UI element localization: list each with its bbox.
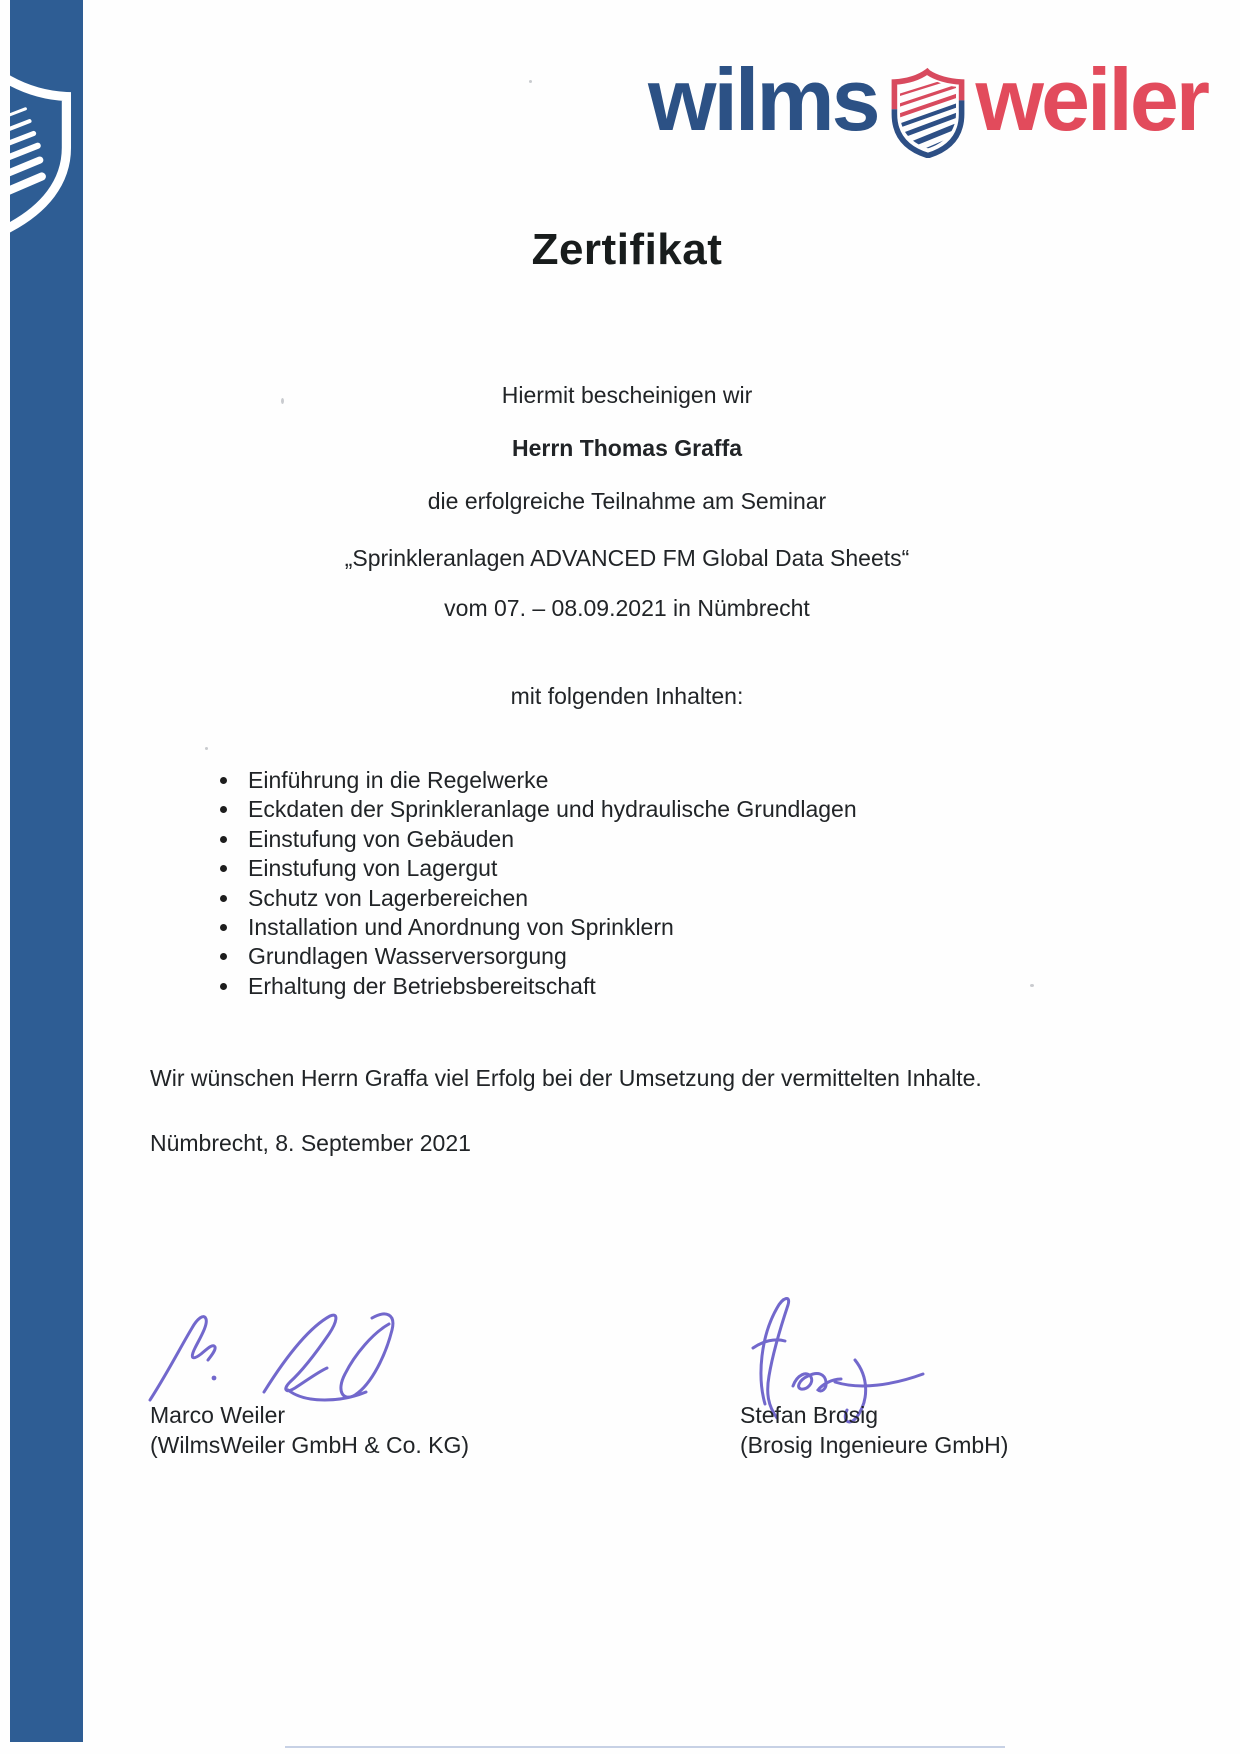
list-item: Eckdaten der Sprinkleranlage und hydraulische Grundlagen xyxy=(218,795,857,824)
bottom-divider xyxy=(285,1746,1005,1748)
recipient-name: Herrn Thomas Graffa xyxy=(511,435,743,461)
list-item: Einführung in die Regelwerke xyxy=(218,766,857,795)
list-item: Einstufung von Gebäuden xyxy=(218,825,857,854)
company-logo xyxy=(648,52,1207,158)
scan-artifact xyxy=(205,747,208,750)
closing-line: Wir wünschen Herrn Graffa viel Erfolg bei der Umsetzung der vermittelten Inhalte. xyxy=(150,1065,982,1091)
list-item: Installation und Anordnung von Sprinklern xyxy=(218,913,857,942)
signatory-name: Marco Weiler xyxy=(150,1402,286,1428)
scan-artifact xyxy=(281,398,284,404)
logo-text-wilms: wilms xyxy=(648,50,878,149)
intro-line: Hiermit bescheinigen wir xyxy=(501,382,753,408)
place-date-line: Nümbrecht, 8. September 2021 xyxy=(150,1130,471,1156)
list-item: Schutz von Lagerbereichen xyxy=(218,884,857,913)
seminar-title: „Sprinkleranlagen ADVANCED FM Global Data Sheets“ xyxy=(344,545,910,571)
scan-artifact xyxy=(1030,984,1034,987)
seminar-date: vom 07. – 08.09.2021 in Nümbrecht xyxy=(444,595,810,621)
scan-artifact xyxy=(529,80,532,83)
signatory-company: (Brosig Ingenieure GmbH) xyxy=(740,1432,1009,1458)
seminar-contents-list xyxy=(218,766,857,1001)
participation-line: die erfolgreiche Teilnahme am Seminar xyxy=(427,488,827,514)
sidebar-accent-bar xyxy=(10,0,83,1742)
signatory-right xyxy=(740,1400,1008,1460)
signatory-name: Stefan Brosig xyxy=(740,1402,879,1428)
signatory-left xyxy=(150,1400,469,1460)
logo-text-weiler: weiler xyxy=(975,50,1208,149)
signature-marco-weiler xyxy=(146,1308,416,1408)
shield-logo-icon xyxy=(888,66,968,158)
shield-watermark-icon xyxy=(10,74,83,238)
list-item: Erhaltung der Betriebsbereitschaft xyxy=(218,972,857,1001)
contents-heading: mit folgenden Inhalten: xyxy=(510,683,744,709)
list-item: Grundlagen Wasserversorgung xyxy=(218,942,857,971)
list-item: Einstufung von Lagergut xyxy=(218,854,857,883)
signatory-company: (WilmsWeiler GmbH & Co. KG) xyxy=(150,1432,470,1458)
certificate-title: Zertifikat xyxy=(531,225,723,274)
